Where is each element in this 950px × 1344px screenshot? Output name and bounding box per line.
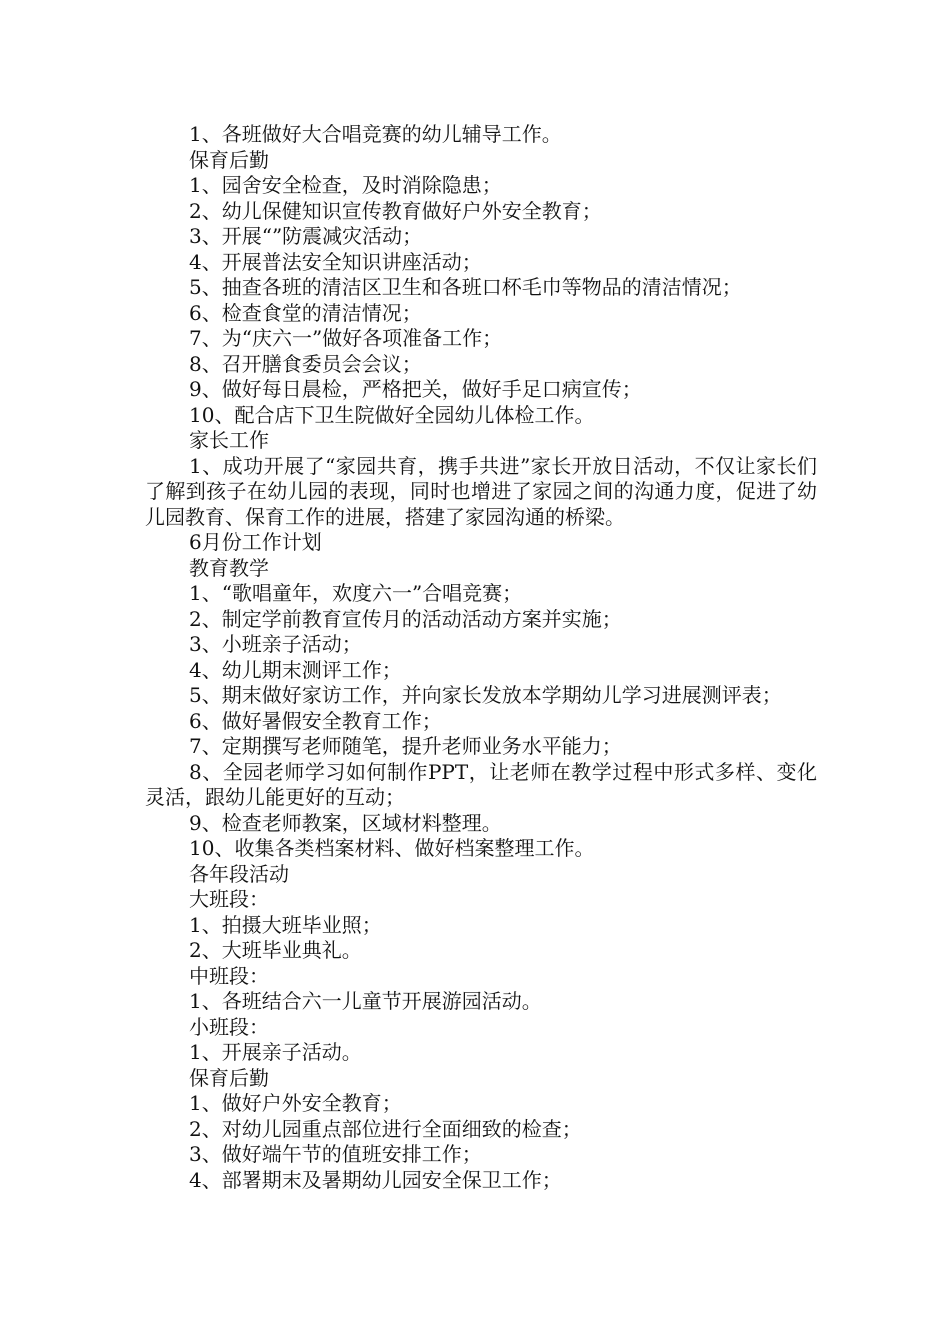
section-heading: 各年段活动 bbox=[189, 861, 289, 886]
paragraph: 10、配合店下卫生院做好全园幼儿体检工作。 bbox=[189, 402, 595, 427]
section-heading: 保育后勤 bbox=[189, 147, 269, 172]
section-heading: 保育后勤 bbox=[189, 1065, 269, 1090]
paragraph: 7、为“庆六一”做好各项准备工作； bbox=[189, 326, 503, 350]
section-heading: 6月份工作计划 bbox=[189, 530, 322, 554]
paragraph: 2、制定学前教育宣传月的活动活动方案并实施； bbox=[189, 606, 622, 631]
paragraph: 8、全园老师学习如何制作PPT，让老师在教学过程中形式多样、变化灵活，跟幼儿能更好的互动； bbox=[145, 759, 817, 809]
section-heading: 教育教学 bbox=[189, 555, 269, 580]
paragraph: 9、检查老师教案，区域材料整理。 bbox=[189, 810, 502, 835]
paragraph: 1、开展亲子活动。 bbox=[189, 1040, 362, 1064]
subsection-heading: 中班段： bbox=[189, 963, 269, 988]
subsection-heading: 小班段： bbox=[189, 1014, 269, 1039]
subsection-heading: 大班段： bbox=[189, 887, 269, 911]
paragraph: 9、做好每日晨检，严格把关，做好手足口病宣传； bbox=[189, 377, 642, 401]
paragraph: 2、幼儿保健知识宣传教育做好户外安全教育； bbox=[189, 198, 602, 223]
paragraph: 3、开展“”防震减灾活动； bbox=[189, 224, 423, 248]
paragraph: 4、幼儿期末测评工作； bbox=[189, 657, 402, 682]
paragraph: 3、小班亲子活动； bbox=[189, 632, 362, 656]
paragraph: 1、园舍安全检查，及时消除隐患； bbox=[189, 173, 502, 197]
paragraph: 1、做好户外安全教育； bbox=[189, 1091, 402, 1115]
paragraph: 7、定期撰写老师随笔，提升老师业务水平能力； bbox=[189, 734, 622, 758]
paragraph: 6、做好暑假安全教育工作； bbox=[189, 708, 442, 733]
paragraph: 10、收集各类档案材料、做好档案整理工作。 bbox=[189, 836, 595, 860]
paragraph: 1、各班结合六一儿童节开展游园活动。 bbox=[189, 989, 542, 1013]
paragraph: 2、对幼儿园重点部位进行全面细致的检查； bbox=[189, 1116, 582, 1141]
paragraph: 1、成功开展了“家园共育，携手共进”家长开放日活动，不仅让家长们了解到孩子在幼儿园的表现，同时也增进了家园之间的沟通力度，促进了幼儿园教育、保育工作的进展，搭建了家园沟通的桥梁。 bbox=[145, 453, 817, 529]
paragraph: 8、召开膳食委员会会议； bbox=[189, 351, 422, 376]
paragraph: 5、抽查各班的清洁区卫生和各班口杯毛巾等物品的清洁情况； bbox=[189, 275, 742, 299]
document-body bbox=[145, 122, 817, 1193]
paragraph: 2、大班毕业典礼。 bbox=[189, 938, 362, 962]
paragraph: 1、“歌唱童年，欢度六一”合唱竞赛； bbox=[189, 581, 523, 605]
paragraph: 5、期末做好家访工作，并向家长发放本学期幼儿学习进展测评表； bbox=[189, 683, 782, 707]
paragraph: 1、各班做好大合唱竞赛的幼儿辅导工作。 bbox=[189, 122, 562, 146]
paragraph: 4、部署期末及暑期幼儿园安全保卫工作； bbox=[189, 1167, 562, 1192]
section-heading: 家长工作 bbox=[189, 428, 269, 452]
paragraph: 1、拍摄大班毕业照； bbox=[189, 912, 382, 937]
paragraph: 6、检查食堂的清洁情况； bbox=[189, 300, 422, 325]
paragraph: 4、开展普法安全知识讲座活动； bbox=[189, 249, 482, 274]
paragraph: 3、做好端午节的值班安排工作； bbox=[189, 1142, 482, 1166]
